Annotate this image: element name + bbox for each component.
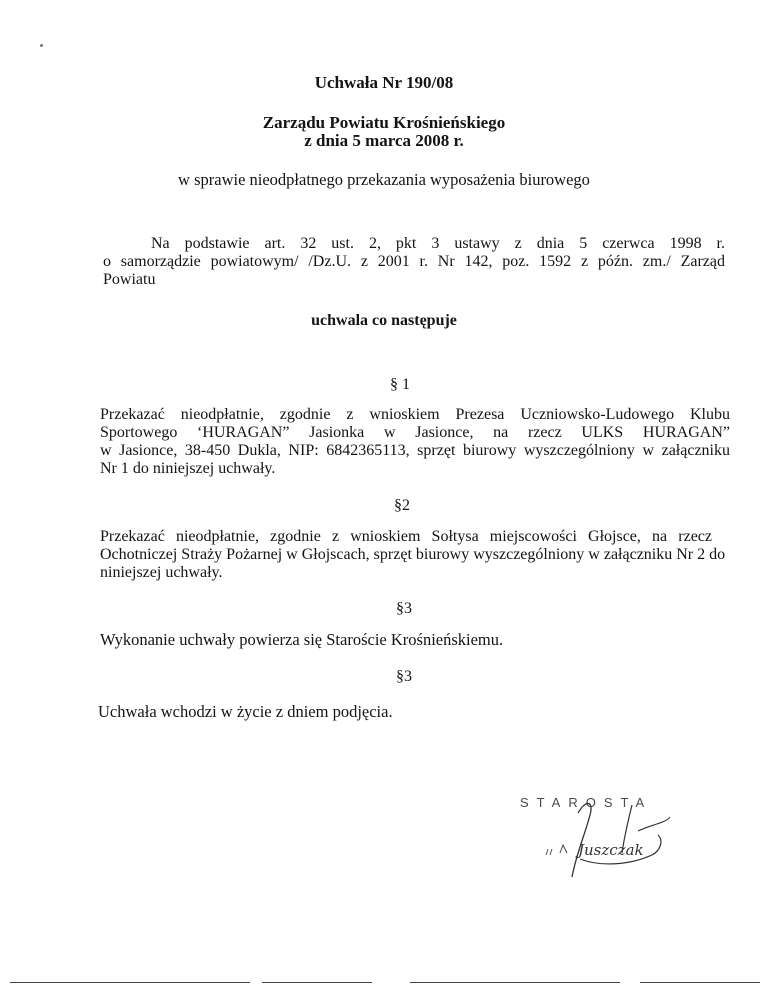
text-line: o samorządzie powiatowym/ /Dz.U. z 2001 r. Nr 142, poz. 1592 z późn. zm./ Zarząd — [103, 253, 725, 270]
resolves-heading: uchwala co następuje — [311, 312, 457, 329]
starosta-signature — [520, 795, 680, 885]
resolution-subject: w sprawie nieodpłatnego przekazania wyposażenia biurowego — [178, 170, 590, 189]
section-2-text — [100, 528, 726, 582]
section-3-text: Wykonanie uchwały powierza się Staroście Krośnieńskiemu. — [100, 630, 504, 649]
section-sign-4: §3 — [396, 668, 412, 685]
signature-handwriting: Juszczak — [578, 841, 644, 859]
text-line: Powiatu — [103, 271, 156, 288]
text-line: Ochotniczej Straży Pożarnej w Głojscach, sprzęt biurowy wyszczególniony w załączniku Nr 2 do — [100, 546, 726, 563]
section-1-text — [100, 406, 730, 478]
section-sign-2: §2 — [394, 497, 410, 514]
text-line: Przekazać nieodpłatnie, zgodnie z wnioskiem Sołtysa miejscowości Głojsce, na rzecz — [100, 528, 712, 545]
text-line: Sportowego ‘HURAGAN” Jasionka w Jasionce, na rzecz ULKS HURAGAN” — [100, 424, 730, 441]
text-line: Na podstawie art. 32 ust. 2, pkt 3 ustawy z dnia 5 czerwca 1998 r. — [151, 235, 725, 252]
legal-basis-paragraph — [103, 235, 725, 289]
bottom-rule — [10, 982, 250, 983]
text-line: niniejszej uchwały. — [100, 564, 223, 581]
starosta-stamp: STAROSTA — [520, 795, 653, 810]
handwritten-signature — [520, 795, 680, 885]
scan-speck — [40, 44, 43, 47]
issuing-body: Zarządu Powiatu Krośnieńskiego — [262, 113, 506, 132]
resolution-date: z dnia 5 marca 2008 r. — [304, 131, 464, 150]
text-line: Przekazać nieodpłatnie, zgodnie z wnioskiem Prezesa Uczniowsko-Ludowego Klubu — [100, 406, 730, 423]
text-line: Nr 1 do niniejszej uchwały. — [100, 460, 276, 477]
bottom-rule — [410, 982, 620, 983]
section-4-text: Uchwała wchodzi w życie z dniem podjęcia. — [98, 702, 393, 721]
text-line: w Jasionce, 38-450 Dukla, NIP: 6842365113, sprzęt biurowy wyszczególniony w załączniku — [100, 442, 730, 459]
section-sign-1: § 1 — [390, 376, 410, 393]
resolution-title: Uchwała Nr 190/08 — [314, 73, 454, 92]
section-sign-3: §3 — [396, 600, 412, 617]
bottom-rule — [262, 982, 372, 983]
bottom-rule — [640, 982, 760, 983]
